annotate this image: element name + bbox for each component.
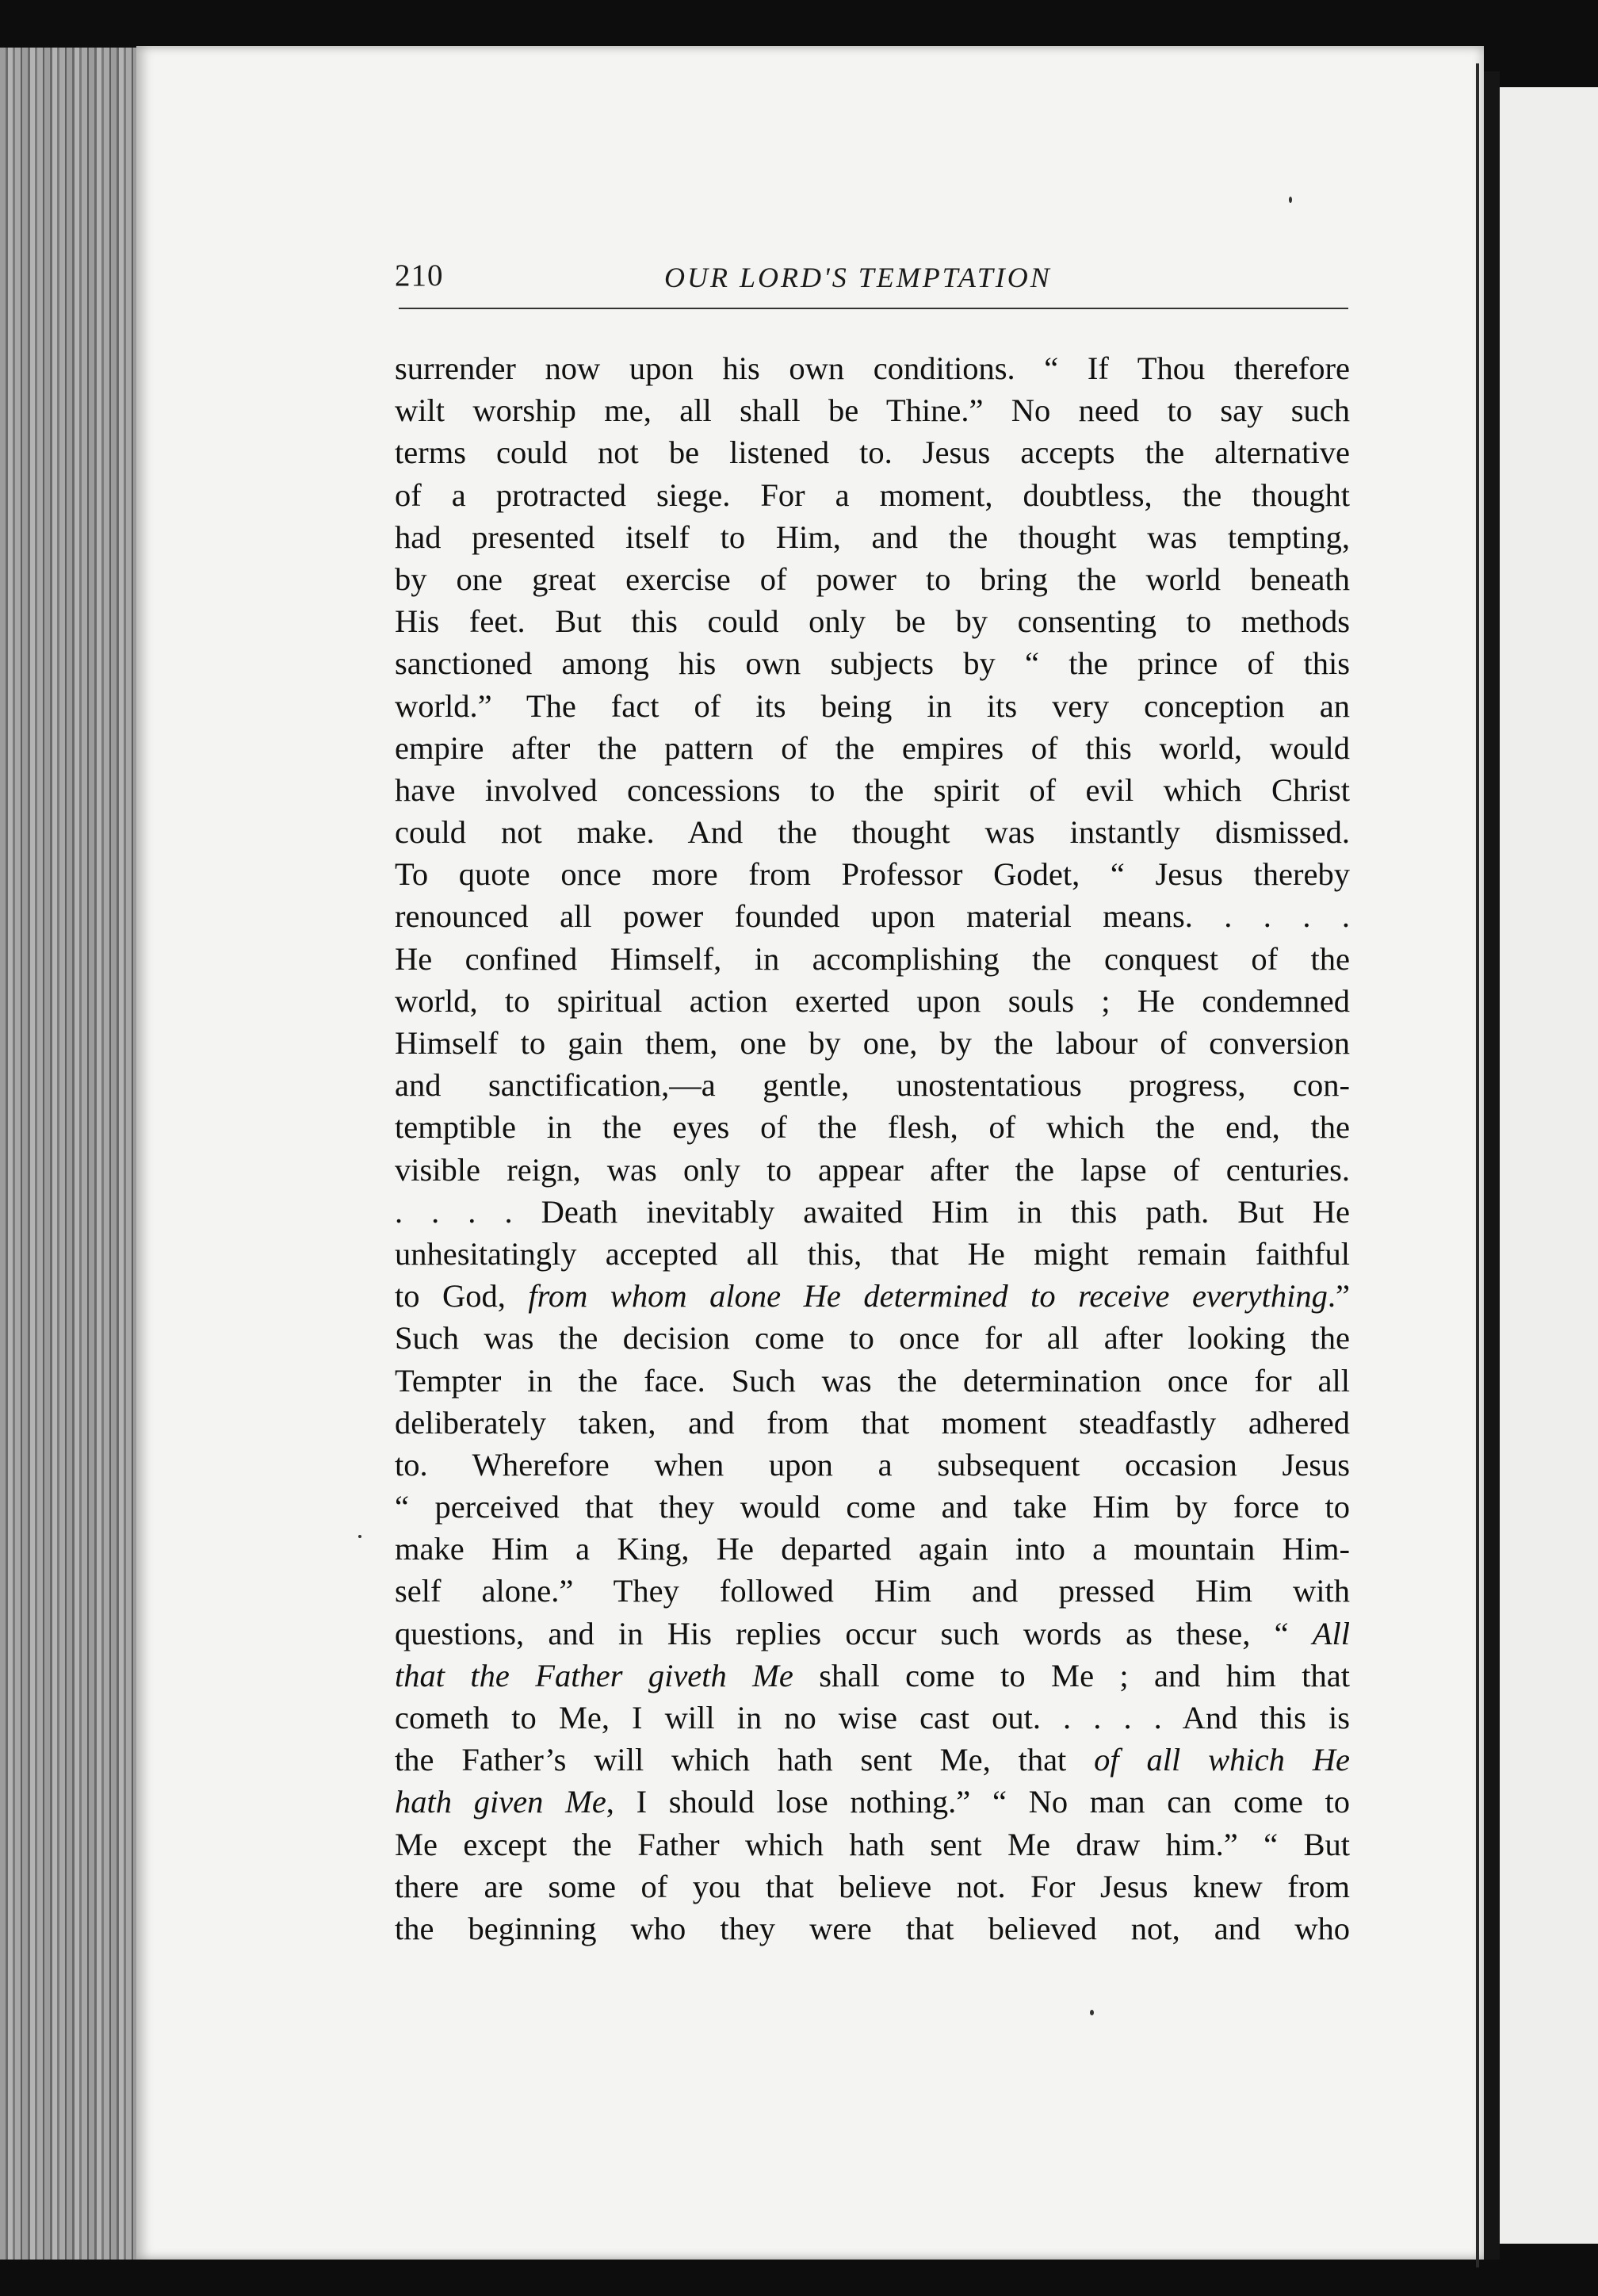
text-run: and sanctification,—a gentle, unostentatious progress, con- (395, 1067, 1350, 1104)
text-line (395, 1697, 1350, 1739)
text-run: .” (1327, 1278, 1350, 1314)
text-line (395, 1317, 1350, 1359)
text-run: visible reign, was only to appear after the lapse of centuries. (395, 1151, 1350, 1188)
text-line (395, 1444, 1350, 1486)
text-line (395, 685, 1350, 727)
scan-speck (1289, 197, 1292, 203)
body-text (395, 347, 1350, 1950)
page-header (395, 258, 1350, 305)
text-run: Himself to gain them, one by one, by the labour of conversion (395, 1025, 1350, 1061)
text-run: unhesitatingly accepted all this, that He might remain faithful (395, 1235, 1350, 1272)
text-run: make Him a King, He departed again into a mountain Him- (395, 1531, 1350, 1567)
text-line (395, 853, 1350, 895)
text-line (395, 1866, 1350, 1908)
italic-run: from whom alone He determined to receive everything (528, 1278, 1328, 1314)
text-line (395, 727, 1350, 769)
text-run: by one great exercise of power to bring the world beneath (395, 561, 1350, 597)
text-run: To quote once more from Professor Godet, “ Jesus thereby (395, 856, 1350, 893)
text-line (395, 1613, 1350, 1655)
text-run: questions, and in His replies occur such words as these, “ (395, 1615, 1313, 1651)
text-run: renounced all power founded upon material means. . . . . (395, 898, 1350, 935)
text-line (395, 1106, 1350, 1148)
facing-page-edge (1500, 87, 1598, 2244)
text-line (395, 1486, 1350, 1528)
scan-speck (1090, 2010, 1094, 2015)
text-run: could not make. And the thought was instantly dismissed. (395, 814, 1350, 851)
text-run: have involved concessions to the spirit of evil which Christ (395, 771, 1350, 808)
text-line (395, 347, 1350, 389)
italic-run: All (1312, 1615, 1350, 1651)
text-run: the beginning who they were that believed not, and who (395, 1910, 1350, 1946)
text-run: cometh to Me, I will in no wise cast out. . . . . And this is (395, 1700, 1350, 1735)
text-line (395, 1781, 1350, 1823)
text-run: shall come to Me ; and him that (793, 1657, 1350, 1693)
text-run: there are some of you that believe not. For Jesus knew from (395, 1868, 1350, 1904)
text-line (395, 980, 1350, 1022)
text-line (395, 1191, 1350, 1233)
text-line (395, 895, 1350, 937)
text-line (395, 1739, 1350, 1781)
text-line (395, 1402, 1350, 1444)
text-line (395, 1275, 1350, 1317)
text-run: He confined Himself, in accomplishing the conquest of the (395, 940, 1350, 977)
text-run: the Father’s will which hath sent Me, that (395, 1742, 1095, 1778)
page-number: 210 (395, 258, 444, 293)
text-run: Tempter in the face. Such was the determination once for all (395, 1362, 1350, 1399)
header-rule (399, 308, 1348, 309)
text-line (395, 474, 1350, 516)
text-run: Such was the decision come to once for all after looking the (395, 1320, 1350, 1357)
text-run: His feet. But this could only be by consenting to methods (395, 603, 1350, 640)
text-run: world.” The fact of its being in its very conception an (395, 687, 1350, 724)
text-line (395, 938, 1350, 980)
running-head: OUR LORD'S TEMPTATION (664, 262, 1052, 293)
text-run: to God, (395, 1278, 529, 1314)
text-run: empire after the pattern of the empires of this world, would (395, 729, 1350, 766)
text-run: “ perceived that they would come and take Him by force to (395, 1489, 1350, 1525)
italic-run: hath given Me (395, 1784, 606, 1820)
text-line (395, 1570, 1350, 1612)
book-gutter (1484, 71, 1500, 2260)
text-run: deliberately taken, and from that moment steadfastly adhered (395, 1404, 1350, 1441)
text-line (395, 431, 1350, 473)
text-line (395, 558, 1350, 600)
text-run: temptible in the eyes of the flesh, of which the end, the (395, 1109, 1350, 1146)
text-line (395, 1823, 1350, 1866)
page-edges-stack (0, 48, 147, 2260)
text-run: self alone.” They followed Him and pressed Him with (395, 1573, 1350, 1609)
spine-shadow (1476, 63, 1479, 2267)
text-line (395, 1528, 1350, 1570)
text-run: wilt worship me, all shall be Thine.” No need to say such (395, 392, 1350, 429)
text-line (395, 1233, 1350, 1275)
text-line (395, 1908, 1350, 1950)
text-run: sanctioned among his own subjects by “ the prince of this (395, 645, 1350, 682)
text-run: had presented itself to Him, and the thought was tempting, (395, 519, 1350, 555)
scan-speck (358, 1535, 361, 1538)
text-run: surrender now upon his own conditions. “ If Thou therefore (395, 350, 1350, 386)
text-line (395, 1655, 1350, 1697)
text-line (395, 769, 1350, 811)
text-run: of a protracted siege. For a moment, doubtless, the thought (395, 476, 1350, 513)
text-run: Me except the Father which hath sent Me draw him.” “ But (395, 1826, 1350, 1862)
text-run: terms could not be listened to. Jesus accepts the alternative (395, 434, 1350, 471)
text-line (395, 600, 1350, 642)
text-line (395, 1360, 1350, 1402)
italic-run: that the Father giveth Me (395, 1657, 793, 1693)
text-run: to. Wherefore when upon a subsequent occasion Jesus (395, 1446, 1350, 1483)
text-run: world, to spiritual action exerted upon souls ; He condemned (395, 982, 1350, 1019)
text-line (395, 1022, 1350, 1064)
text-line (395, 811, 1350, 853)
text-line (395, 642, 1350, 684)
text-run: , I should lose nothing.” “ No man can come to (606, 1784, 1350, 1820)
text-line (395, 389, 1350, 431)
text-line (395, 1064, 1350, 1106)
text-line (395, 516, 1350, 558)
text-line (395, 1149, 1350, 1191)
text-run: . . . . Death inevitably awaited Him in this path. But He (395, 1193, 1350, 1230)
italic-run: of all which He (1094, 1742, 1350, 1778)
